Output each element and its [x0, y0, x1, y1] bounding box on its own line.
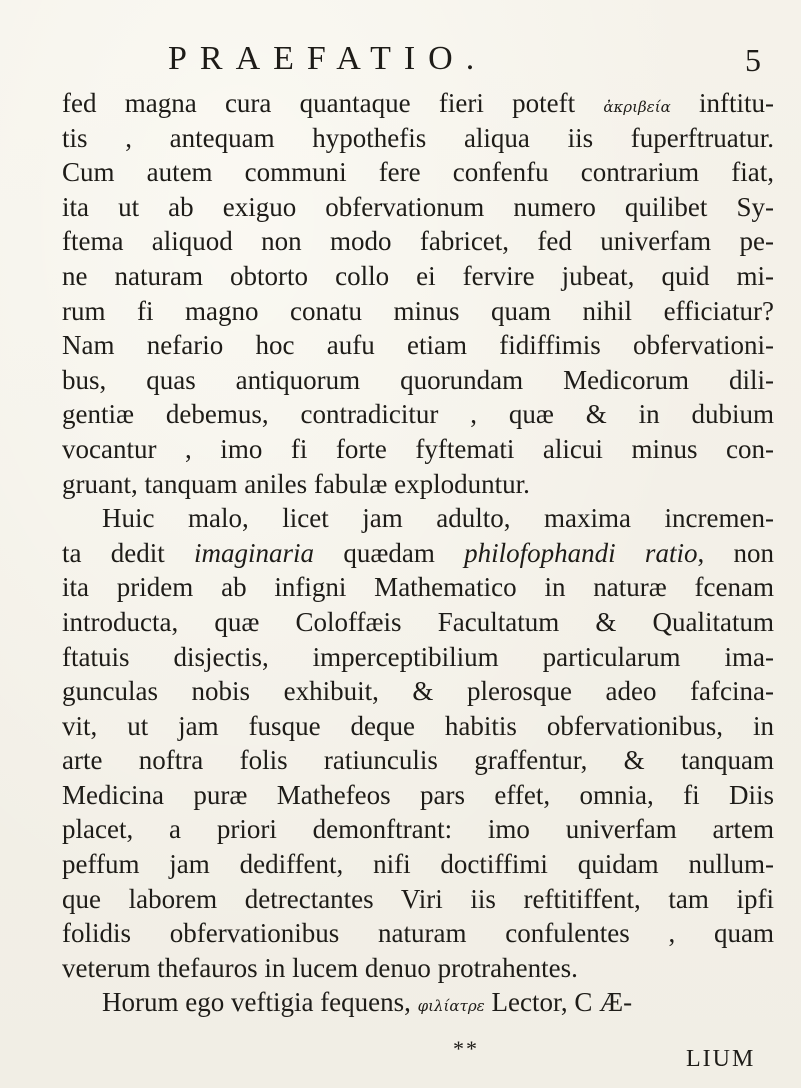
text-run: gruant, tanquam aniles fabulæ exploduntur. [62, 468, 530, 499]
text-run: placet, a priori demonftrant: imo univerfam artem [62, 814, 774, 845]
text-line [62, 432, 774, 467]
text-run: rum fi magno conatu minus quam nihil efficiatur? [62, 295, 774, 326]
catchword: LIUM [686, 1046, 756, 1072]
text-run: Nam nefario hoc aufu etiam fidiffimis obfervationi- [62, 330, 774, 361]
text-line [62, 743, 774, 778]
running-title: PRAEFATIO. [168, 40, 488, 77]
text-line [62, 570, 774, 605]
text-run: tis , antequam hypothefis aliqua iis fuperftruatur. [62, 122, 774, 153]
text-run: gunculas nobis exhibuit, & plerosque adeo fafcina- [62, 676, 774, 707]
text-line [62, 259, 774, 294]
text-run: vocantur , imo fi forte fyftemati alicui minus con- [62, 433, 774, 464]
page-number: 5 [745, 42, 761, 78]
text-run: veterum thefauros in lucem denuo protrahentes. [62, 952, 578, 983]
text-run: ne naturam obtorto collo ei fervire jubeat, quid mi- [62, 260, 774, 291]
text-line [62, 951, 774, 986]
text-run: fed magna cura quantaque fieri poteft [62, 88, 604, 118]
text-run: Cum autem communi fere confenfu contrarium fiat, [62, 157, 774, 188]
text-run: ftatuis disjectis, imperceptibilium particularum ima- [62, 641, 774, 672]
greek-word: ἀκριβεία [603, 98, 671, 116]
text-line [62, 363, 774, 398]
text-line [62, 501, 774, 536]
greek-word: φιλίατρε [417, 997, 485, 1016]
text-run: ta dedit [62, 537, 195, 568]
text-line [62, 224, 774, 259]
text-line [62, 882, 774, 917]
italic-phrase: philofophandi ratio [464, 537, 698, 568]
text-line [62, 847, 774, 882]
text-run: Lector, C Æ- [484, 987, 633, 1018]
text-run: ita ut ab exiguo obfervationum numero quilibet Sy- [62, 191, 774, 222]
text-line [62, 397, 774, 432]
text-line [62, 86, 774, 121]
text-line [62, 709, 774, 744]
text-run: folidis obfervationibus naturam confulentes , quam [62, 918, 774, 949]
text-run: Medicina puræ Mathefeos pars effet, omnia, fi Diis [62, 779, 774, 810]
text-line [62, 190, 774, 225]
text-line [62, 605, 774, 640]
italic-phrase: imaginaria [194, 537, 315, 568]
text-run: arte noftra folis ratiunculis graffentur, & tanquam [62, 745, 774, 776]
text-line [62, 640, 774, 675]
text-run: ita pridem ab infigni Mathematico in naturæ fcenam [62, 572, 774, 603]
text-line [62, 778, 774, 813]
text-line [62, 467, 774, 502]
text-line [62, 985, 774, 1020]
text-run: peffum jam dediffent, nifi doctiffimi quidam nullum- [62, 849, 774, 880]
text-run: introducta, quæ Coloffæis Facultatum & Qualitatum [62, 606, 774, 637]
text-run: vit, ut jam fusque deque habitis obfervationibus, in [62, 710, 774, 741]
text-run: Huic malo, licet jam adulto, maxima incremen- [102, 503, 774, 534]
text-line [62, 536, 774, 571]
text-run: inftitu- [670, 88, 774, 118]
signature-mark: ** [453, 1036, 479, 1061]
preface-body-text [62, 86, 774, 1020]
text-line [62, 294, 774, 329]
page-header [0, 38, 801, 88]
page-footer [0, 1036, 801, 1076]
text-line [62, 916, 774, 951]
text-run: Horum ego veftigia fequens, [102, 987, 418, 1018]
text-run: que laborem detrectantes Viri iis reftitiffent, tam ipfi [62, 883, 774, 914]
text-line [62, 812, 774, 847]
text-run: gentiæ debemus, contradicitur , quæ & in dubium [62, 399, 774, 430]
text-line [62, 155, 774, 190]
text-line [62, 121, 774, 156]
text-run: bus, quas antiquorum quorundam Medicorum dili- [62, 364, 774, 395]
text-line [62, 674, 774, 709]
text-run: , non [697, 537, 774, 568]
text-run: ftema aliquod non modo fabricet, fed univerfam pe- [62, 226, 774, 257]
text-line [62, 328, 774, 363]
text-run: quædam [314, 537, 465, 568]
